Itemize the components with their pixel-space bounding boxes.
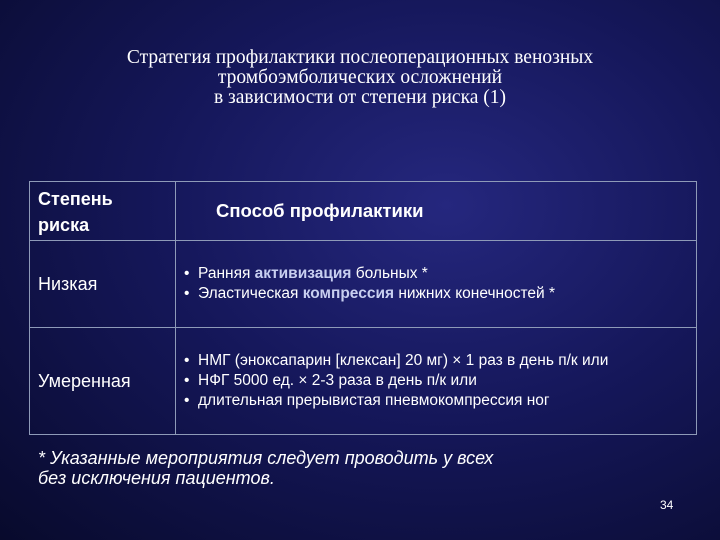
measure-item: • длительная прерывистая пневмокомпрессия ног bbox=[184, 391, 696, 411]
title-line-2: тромбоэмболических осложнений bbox=[217, 67, 503, 88]
table-header-row bbox=[30, 182, 697, 241]
header-risk-level bbox=[30, 182, 176, 241]
footnote bbox=[38, 448, 678, 488]
header-risk-line-2: риска bbox=[38, 215, 90, 235]
title-line-3: в зависимости от степени риска (1) bbox=[213, 87, 507, 108]
measure-highlight: компрессия bbox=[302, 285, 395, 302]
table-row-low-risk bbox=[30, 241, 697, 328]
measure-text: нижних конечностей * bbox=[394, 285, 555, 302]
measure-text: больных * bbox=[351, 265, 428, 282]
title-line-1: Стратегия профилактики послеоперационных венозных bbox=[126, 47, 594, 68]
measure-item: • НМГ (эноксапарин [клексан] 20 мг) × 1 раз в день п/к или bbox=[184, 351, 696, 371]
slide-number: 34 bbox=[660, 498, 674, 512]
table-row-moderate-risk bbox=[30, 328, 697, 435]
measure-text: Ранняя bbox=[198, 265, 255, 282]
risk-level-low: Низкая bbox=[30, 241, 176, 328]
header-risk-line-1: Степень bbox=[38, 189, 113, 209]
measure-highlight: активизация bbox=[254, 265, 352, 282]
footnote-line-1: * Указанные мероприятия следует проводить у всех bbox=[38, 448, 494, 468]
measure-item: • НФГ 5000 ед. × 2-3 раза в день п/к или bbox=[184, 371, 696, 391]
measures-low-risk bbox=[176, 241, 697, 328]
footnote-line-2: без исключения пациентов. bbox=[38, 468, 275, 488]
measure-item bbox=[184, 264, 696, 284]
measure-item bbox=[184, 284, 696, 304]
header-prevention-method: Способ профилактики bbox=[176, 182, 697, 241]
slide-title bbox=[40, 48, 680, 108]
measures-moderate-risk bbox=[176, 328, 697, 435]
measure-text: Эластическая bbox=[198, 285, 303, 302]
risk-level-moderate: Умеренная bbox=[30, 328, 176, 435]
risk-table bbox=[29, 181, 697, 435]
